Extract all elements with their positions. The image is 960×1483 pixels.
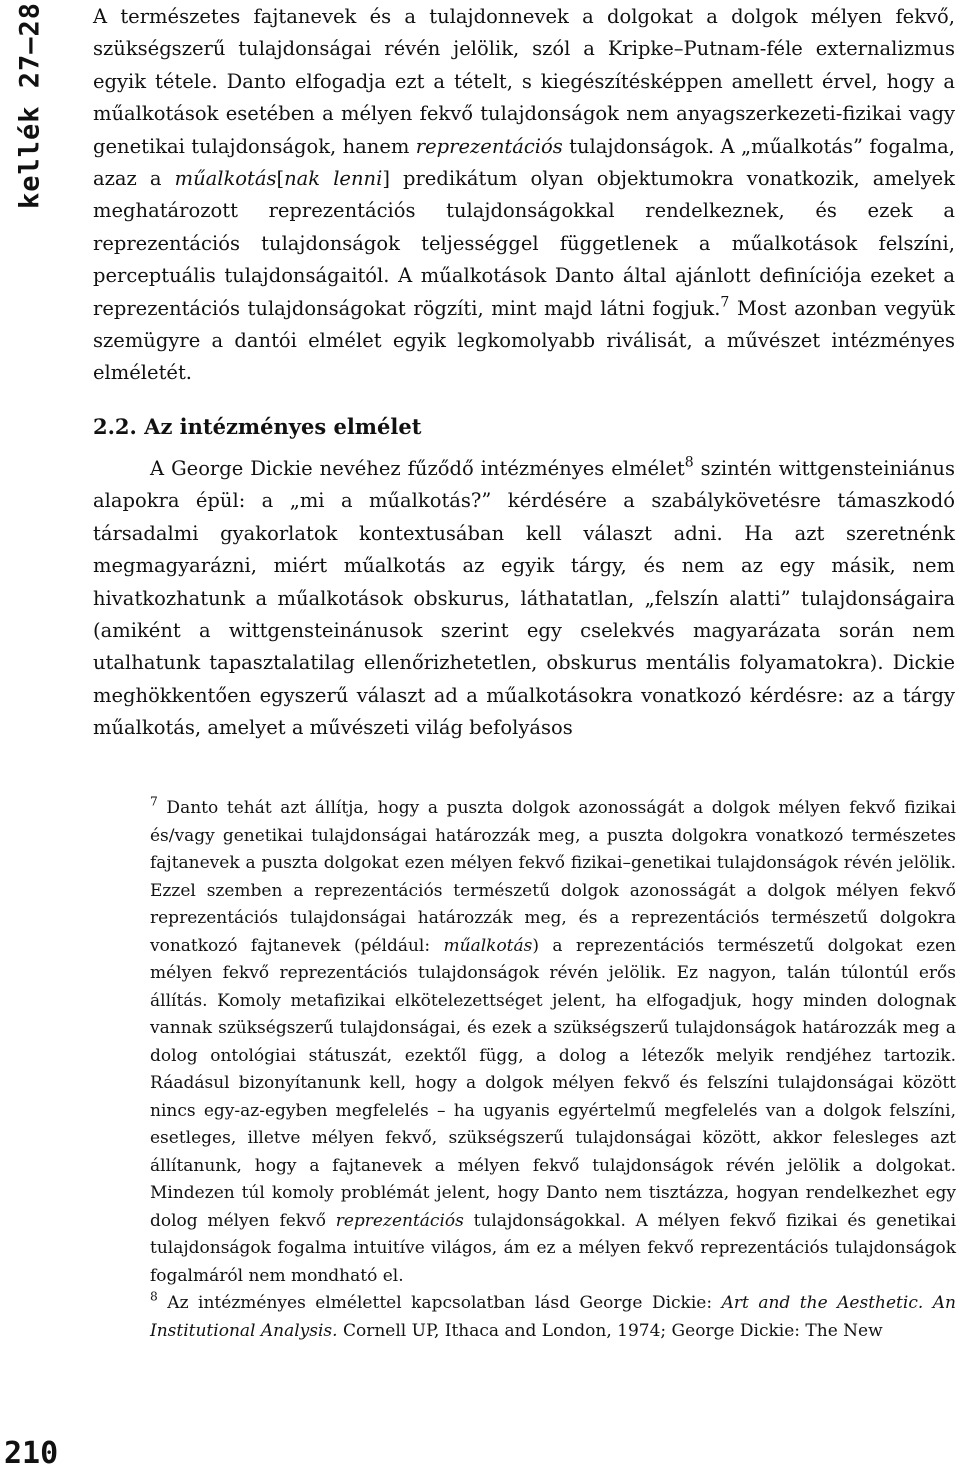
text-run: Most azonban vegyük szemügyre a dantói elmélet egyik legkomolyabb riválisát, a művészet intézményes elméletét. xyxy=(93,296,955,385)
text-run: [ xyxy=(276,167,285,191)
text-run: szintén wittgensteiniánus alapokra épül: a „mi a műalkotás?” kérdésére a szabálykövetésre támaszkodó társadalmi gyakorlatok kontextusában kell választ adni. Ha azt szeretnénk megmagyarázni, miért műalkotás az egyik tárgy, és nem az egy másik, nem hivatkozhatunk a műalkotások obskurus, láthatatlan, „felszín alatti” tulajdonságaira (amiként a wittgensteinánusok szerint egy cselekvés magyarázata során nem utalhatunk tapasztalatilag ellenőrizhetetlen, obskurus mentális folyamatokra). Dickie meghökkentően egyszerű választ ad a műalkotásokra vonatkozó kérdésre: az a tárgy műalkotás, amelyet a művészeti világ befolyásos xyxy=(93,457,955,740)
footnote-marker: 8 xyxy=(684,454,694,471)
italic-run: reprezentációs xyxy=(335,1210,464,1231)
italic-run: nak lenni xyxy=(284,167,383,191)
page-number: 210 xyxy=(4,1436,59,1471)
body-paragraph xyxy=(93,453,955,745)
text-run: ] predikátum olyan objektumokra vonatkozik, amelyek meghatározott reprezentációs tulajdonságokkal rendelkeznek, és ezek a reprezentációs tulajdonságok teljességgel függetlenek a műalkotások felszíni, perceptuális tulajdonságaitól. A műalkotások Danto által ajánlott definíciója ezeket a reprezentációs tulajdonságokat rögzíti, mint majd látni fogjuk. xyxy=(93,167,955,320)
italic-run: Art and the Aesthetic. An Institutional Analysis. xyxy=(150,1293,956,1341)
body-text-block-1 xyxy=(93,1,955,390)
footnote-marker: 7 xyxy=(720,294,730,311)
text-run: ) a reprezentációs természetű dolgokat ezen mélyen fekvő reprezentációs tulajdonságok révén jelölik. Ez nagyon, talán túlontúl erős állítás. Komoly metafizikai elkötelezettséget jelent, ha elfogadjuk, hogy minden dolognak vannak szükségszerű tulajdonságai, és ezek a szükségszerű tulajdonságok határozzák meg a dolog ontológiai státuszát, ezektől függ, a dolog a létezők melyik rendjéhez tartozik. Ráadásul bizonyítanunk kell, hogy a dolgok mélyen fekvő és felszíni tulajdonságai között nincs egy-az-egyben megfelelés – ha ugyanis egyértelmű megfelelés van a dolgok felszíni, esetleges, illetve mélyen fekvő, szükségszerű tulajdonságai között, akkor felesleges azt állítanunk, hogy a fajtanevek a mélyen fekvő tulajdonságok révén jelölik a dolgokat. Mindezen túl komoly problémát jelent, hogy Danto nem tisztázza, hogyan rendelkezhet egy dolog mélyen fekvő xyxy=(150,935,956,1231)
text-run: A természetes fajtanevek és a tulajdonnevek a dolgokat a dolgok mélyen fekvő, szükségszerű tulajdonságai révén jelölik, szól a Kripke–Putnam-féle externalizmus egyik tétele. Danto elfogadja ezt a tételt, s kiegészítésképpen amellett érvel, hogy a műalkotások esetében a mélyen fekvő tulajdonságok nem anyagszerkezeti-fizikai vagy genetikai tulajdonságok, hanem xyxy=(93,5,955,158)
body-text-block-2 xyxy=(93,453,955,745)
italic-run: műalkotás xyxy=(443,935,533,956)
text-run: Az intézményes elmélettel kapcsolatban lásd George Dickie: xyxy=(157,1293,722,1313)
footnotes xyxy=(150,795,956,1345)
text-run: tulajdonságok. A „műalkotás” fogalma, azaz a xyxy=(93,134,955,191)
italic-run: reprezentációs xyxy=(415,134,563,158)
italic-run: műalkotás xyxy=(174,167,277,191)
section-heading: 2.2. Az intézményes elmélet xyxy=(93,414,422,440)
footnote-marker: 8 xyxy=(150,1289,158,1304)
text-run: Danto tehát azt állítja, hogy a puszta dolgok azonosságát a dolgok mélyen fekvő fizikai és/vagy genetikai tulajdonságai határozzák meg, a puszta dolgokra vonatkozó természetes fajtanevek a puszta dolgokat ezen mélyen fekvő fizikai–genetikai tulajdonságok révén jelölik. Ezzel szemben a reprezentációs természetű dolgok azonosságát a dolgok mélyen fekvő reprezentációs tulajdonságai határozzák meg, és a reprezentációs természetű dolgokra vonatkozó fajtanevek (például: xyxy=(150,798,956,956)
footnote-7 xyxy=(150,795,956,1290)
text-run: A George Dickie nevéhez fűződő intézményes elmélet xyxy=(150,457,685,480)
journal-running-title: kellék 27–28 xyxy=(14,1,46,209)
text-run: Cornell UP, Ithaca and London, 1974; George Dickie: The New xyxy=(337,1320,883,1341)
text-run: tulajdonságokkal. A mélyen fekvő fizikai és genetikai tulajdonságok fogalma intuitíve világos, ám ez a mélyen fekvő reprezentációs tulajdonságok fogalmáról nem mondható el. xyxy=(150,1210,957,1286)
footnote-marker: 7 xyxy=(150,794,158,809)
footnote-8 xyxy=(150,1290,956,1345)
body-paragraph xyxy=(93,1,955,390)
